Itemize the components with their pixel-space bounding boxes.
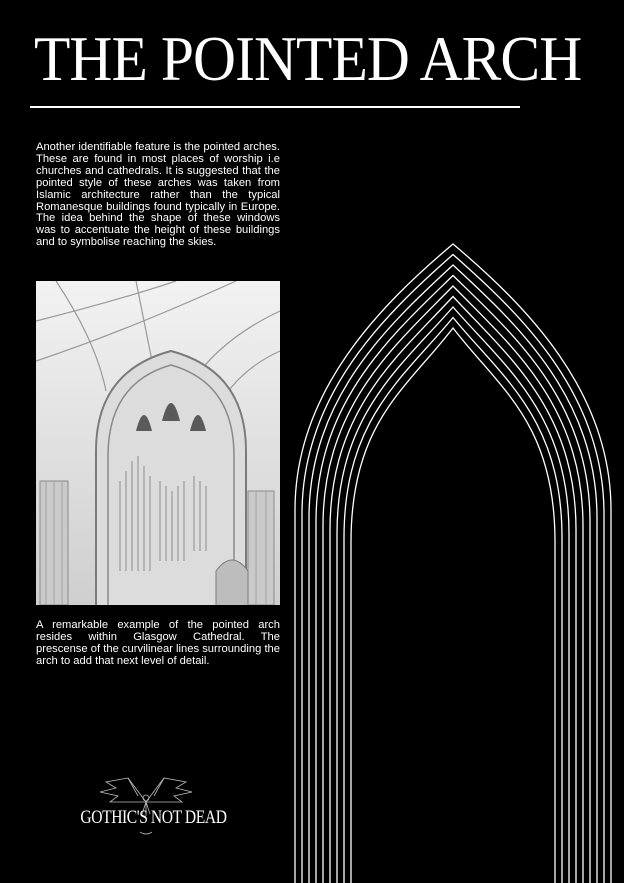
arch-line xyxy=(351,328,555,883)
page-title: THE POINTED ARCH xyxy=(34,23,582,94)
arch-line xyxy=(337,307,569,883)
logo-text: GOTHIC'S NOT DEAD xyxy=(80,807,227,828)
arch-line xyxy=(316,276,590,883)
arch-line xyxy=(295,244,611,883)
arch-line xyxy=(344,318,562,883)
arch-line xyxy=(309,265,597,883)
arch-line xyxy=(330,297,576,883)
intro-paragraph: Another identifiable feature is the pointed arches. These are found in most places of worship i.e churches and cathedrals. It is suggested that the pointed style of these arches was taken from Islamic architecture rather than the typical Romanesque buildings found typically in Europe. The idea behind the shape of these windows was to accentuate the height of these buildings and to symbolise reaching the skies. xyxy=(36,141,280,249)
caption-paragraph: A remarkable example of the pointed arch resides within Glasgow Cathedral. The prescense of the curvilinear lines surrounding the arch to add that next level of detail. xyxy=(36,619,280,667)
gothics-not-dead-logo xyxy=(66,774,226,840)
arch-line xyxy=(302,255,604,883)
